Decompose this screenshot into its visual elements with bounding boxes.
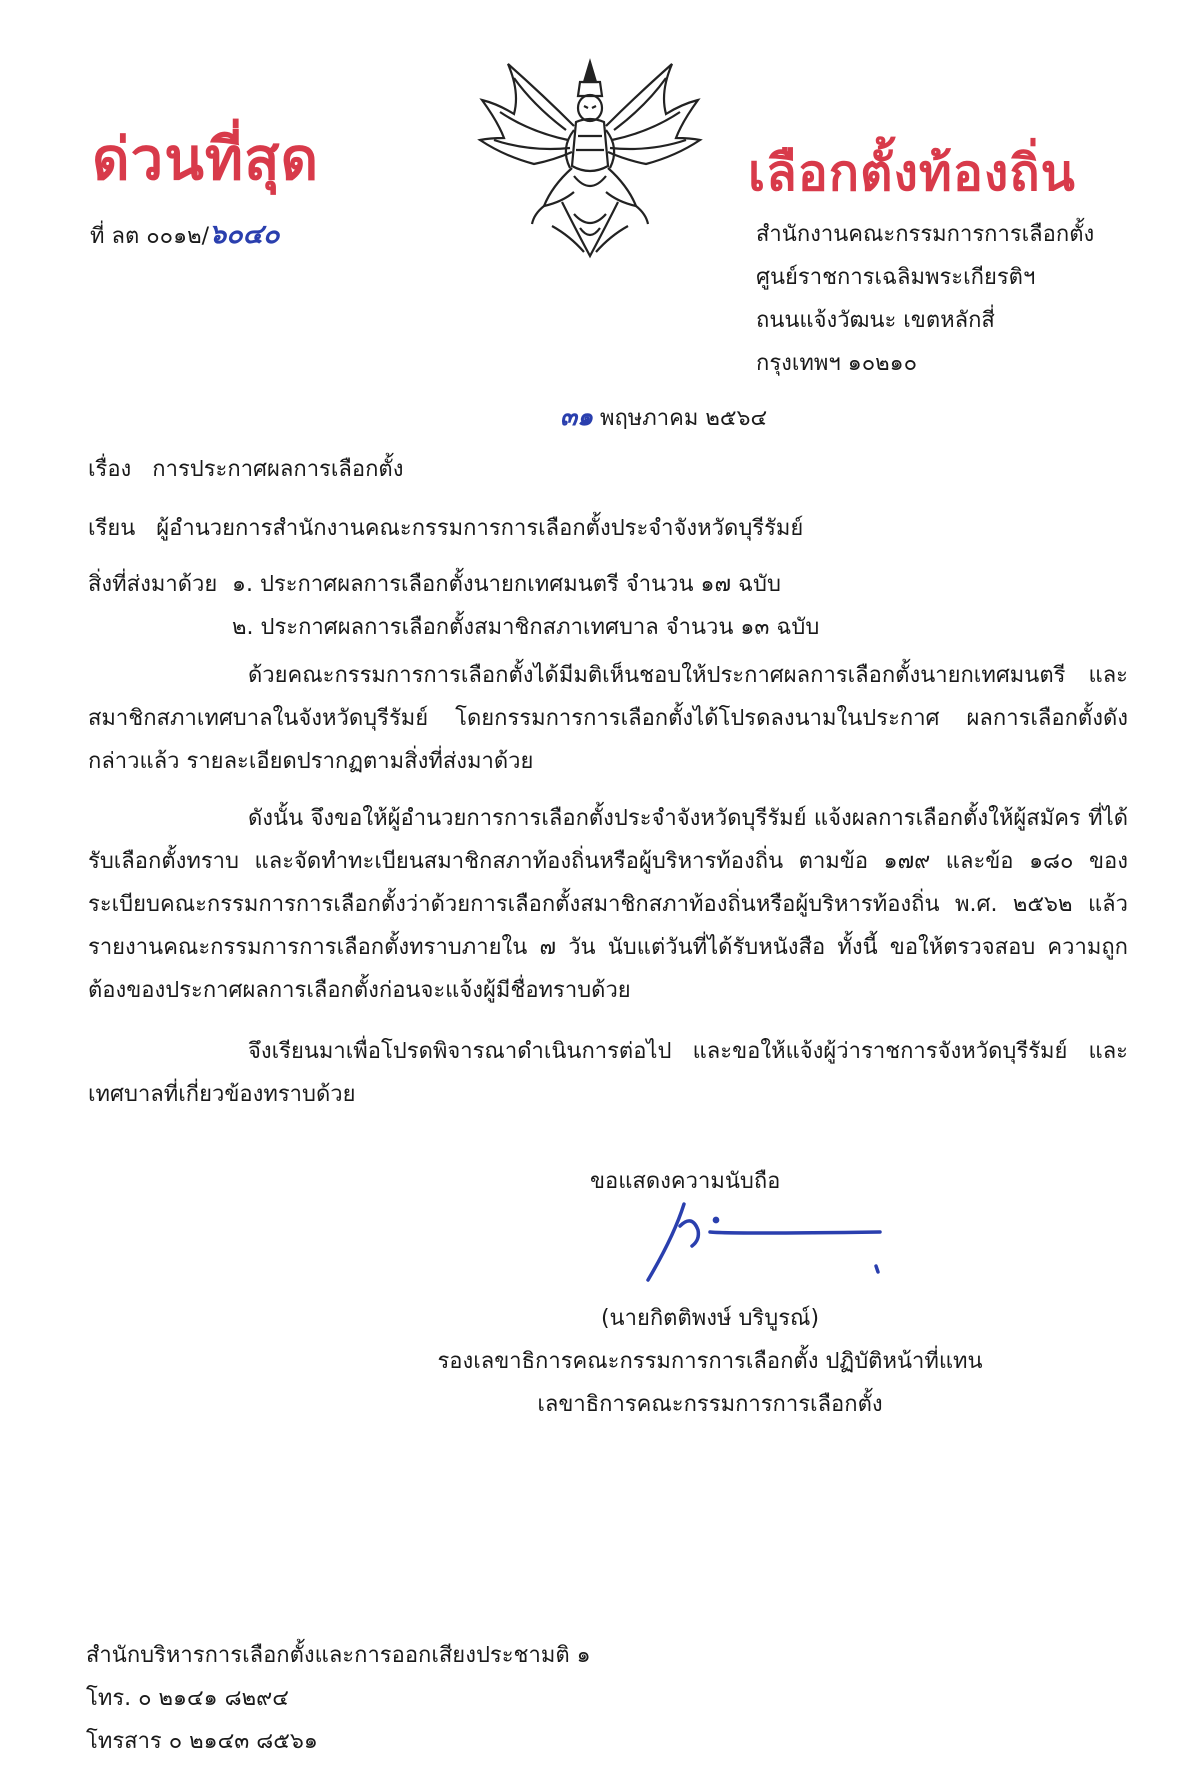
address-line: ถนนแจ้งวัฒนะ เขตหลักสี่ — [756, 308, 995, 333]
date-month-year: พฤษภาคม ๒๕๖๔ — [592, 406, 768, 431]
closing-salutation: ขอแสดงความนับถือ — [590, 1169, 781, 1194]
body-paragraph: จึงเรียนมาเพื่อโปรดพิจารณาดำเนินการต่อไป และขอให้แจ้งผู้ว่าราชการจังหวัดบุรีรัมย์ และเทศบาลที่เกี่ยวข้องทราบด้วย — [88, 1039, 1128, 1107]
subject-label: เรื่อง — [88, 457, 132, 482]
body-paragraph: ด้วยคณะกรรมการการเลือกตั้งได้มีมติเห็นชอบให้ประกาศผลการเลือกตั้งนายกเทศมนตรี และสมาชิกสภาเทศบาลในจังหวัดบุรีรัมย์ โดยกรรมการการเลือกตั้งได้โปรดลงนามในประกาศ ผลการเลือกตั้งดังกล่าวแล้ว รายละเอียดปรากฏตามสิ่งที่ส่งมาด้วย — [88, 663, 1128, 774]
footer-fax: โทรสาร ๐ ๒๑๔๓ ๘๕๖๑ — [86, 1729, 318, 1754]
footer-phone: โทร. ๐ ๒๑๔๑ ๘๒๙๔ — [86, 1686, 289, 1711]
letter-date — [560, 397, 767, 437]
date-handwritten-day: ๓๑ — [560, 402, 593, 431]
urgency-stamp: ด่วนที่สุด — [92, 125, 320, 193]
subject-line — [88, 451, 403, 486]
recipient-text: ผู้อำนวยการสำนักงานคณะกรรมการการเลือกตั้งประจำจังหวัดบุรีรัมย์ — [156, 516, 804, 541]
garuda-emblem-icon — [474, 56, 706, 260]
body-paragraph: ดังนั้น จึงขอให้ผู้อำนวยการการเลือกตั้งประจำจังหวัดบุรีรัมย์ แจ้งผลการเลือกตั้งให้ผู้สมัคร ที่ได้รับเลือกตั้งทราบ และจัดทำทะเบียนสมาชิกสภาท้องถิ่นหรือผู้บริหารท้องถิ่น ตามข้อ ๑๗๙ และข้อ ๑๘๐ ของระเบียบคณะกรรมการการเลือกตั้งว่าด้วยการเลือกตั้งสมาชิกสภาท้องถิ่นหรือผู้บริหารท้องถิ่น พ.ศ. ๒๕๖๒ แล้วรายงานคณะกรรมการการเลือกตั้งทราบภายใน ๗ วัน นับแต่วันที่ได้รับหนังสือ ทั้งนี้ ขอให้ตรวจสอบ ความถูกต้องของประกาศผลการเลือกตั้งก่อนจะแจ้งผู้มีชื่อทราบด้วย — [88, 806, 1128, 1003]
signer-position-acting: เลขาธิการคณะกรรมการการเลือกตั้ง — [537, 1392, 883, 1417]
enclosures-label: สิ่งที่ส่งมาด้วย — [88, 572, 218, 597]
reference-prefix: ที่ ลต ๐๐๑๒/ — [90, 224, 209, 249]
reference-handwritten-number: ๖๐๔๐ — [209, 219, 280, 250]
footer-office: สำนักบริหารการเลือกตั้งและการออกเสียงประชามติ ๑ — [86, 1643, 591, 1668]
address-line: กรุงเทพฯ ๑๐๒๑๐ — [756, 351, 918, 376]
recipient-line — [88, 510, 803, 545]
address-line: สำนักงานคณะกรรมการการเลือกตั้ง — [756, 222, 1095, 247]
signature-icon — [640, 1196, 890, 1286]
category-stamp: เลือกตั้งท้องถิ่น — [748, 144, 1076, 202]
signer-name: (นายกิตติพงษ์ บริบูรณ์) — [600, 1306, 820, 1331]
recipient-label: เรียน — [88, 516, 136, 541]
subject-text: การประกาศผลการเลือกตั้ง — [152, 457, 404, 482]
signer-position: รองเลขาธิการคณะกรรมการการเลือกตั้ง ปฏิบัติหน้าที่แทน — [437, 1349, 983, 1374]
address-line: ศูนย์ราชการเฉลิมพระเกียรติฯ — [756, 265, 1036, 290]
sender-address — [756, 213, 1094, 385]
reference-number — [90, 212, 280, 255]
enclosure-item: ๒. ประกาศผลการเลือกตั้งสมาชิกสภาเทศบาล จำนวน ๑๓ ฉบับ — [232, 615, 820, 640]
enclosure-item: ๑. ประกาศผลการเลือกตั้งนายกเทศมนตรี จำนวน ๑๗ ฉบับ — [232, 572, 781, 597]
